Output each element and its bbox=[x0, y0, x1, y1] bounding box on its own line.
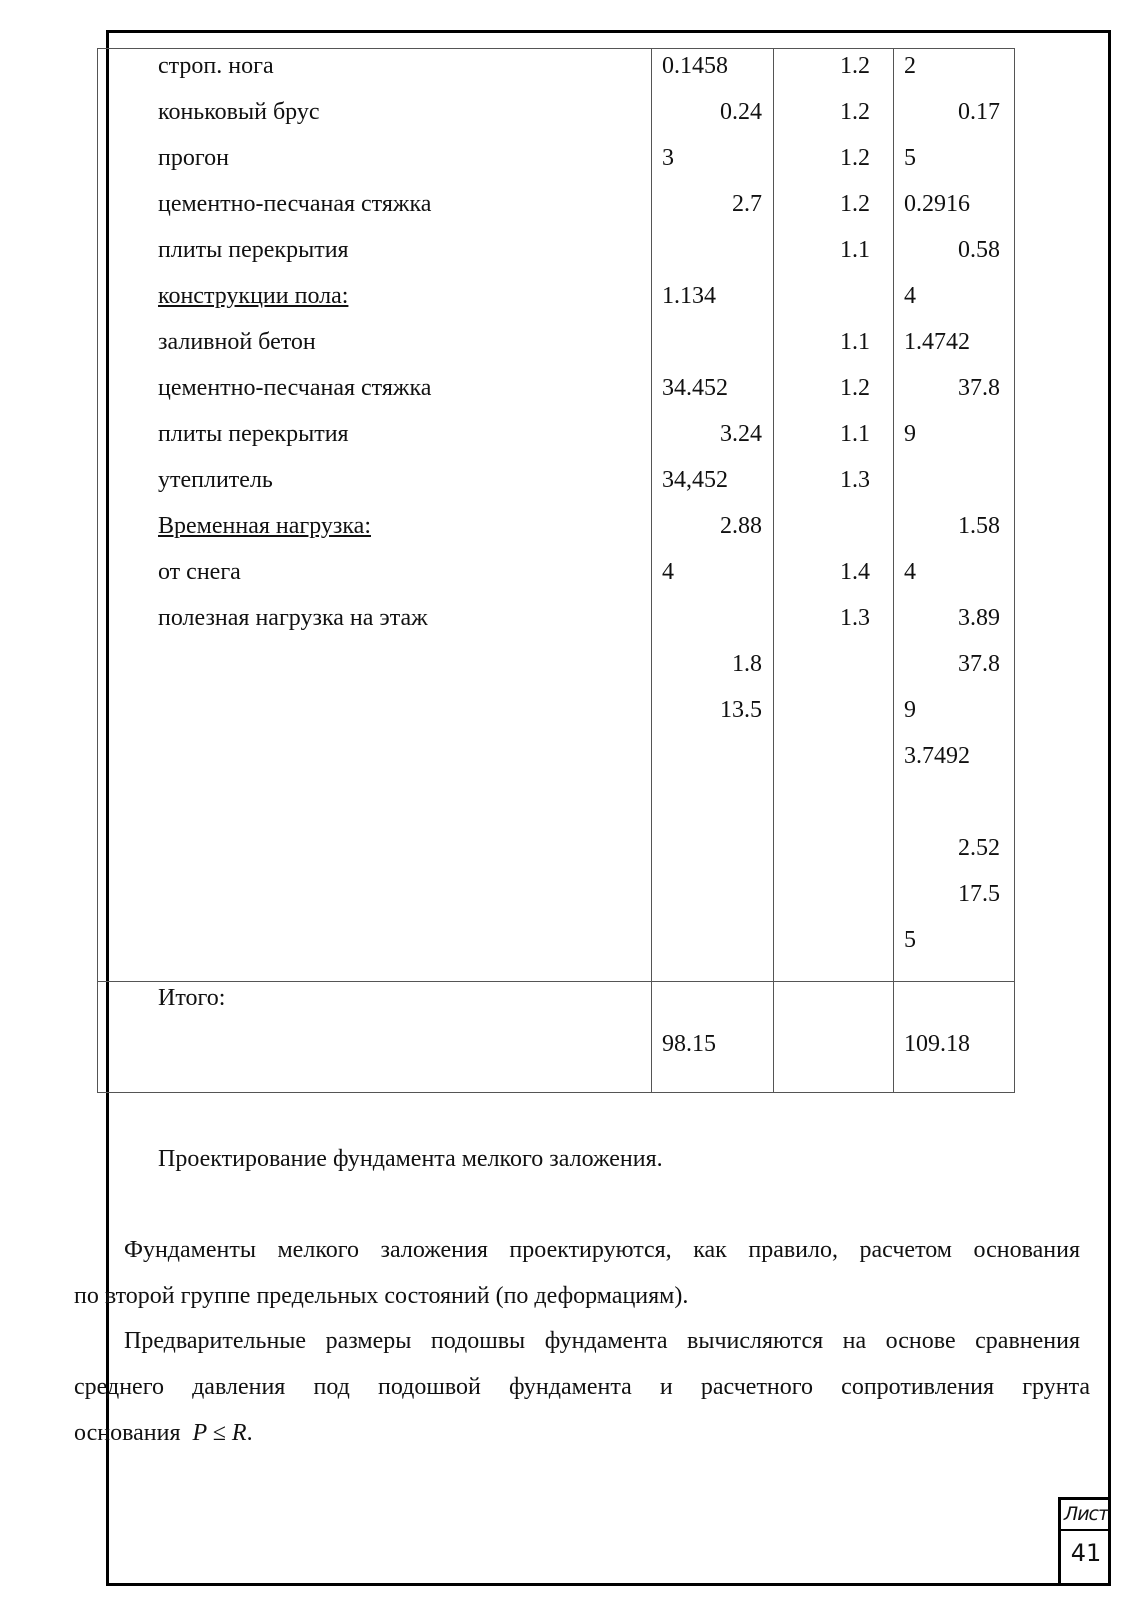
section-heading: Проектирование фундамента мелкого заложения. bbox=[158, 1146, 663, 1172]
table-cell-col1: 3 bbox=[662, 145, 674, 171]
paragraph-2-line-2: среднего давления под подошвой фундамента и расчетного сопротивления грунта bbox=[74, 1374, 1090, 1400]
table-border-bottom bbox=[97, 1092, 1015, 1093]
table-row-label: конструкции пола: bbox=[158, 283, 349, 309]
table-cell-col2: 1.2 bbox=[840, 375, 870, 401]
table-row-label: Временная нагрузка: bbox=[158, 513, 371, 539]
table-total-divider bbox=[97, 981, 1015, 982]
table-cell-col2: 1.2 bbox=[840, 191, 870, 217]
table-cell-col1: 3.24 bbox=[720, 421, 762, 447]
table-cell-col3: 4 bbox=[904, 559, 916, 585]
total-label: Итого: bbox=[158, 985, 226, 1011]
table-row-label: плиты перекрытия bbox=[158, 421, 349, 447]
table-cell-col1: 4 bbox=[662, 559, 674, 585]
table-cell-col1: 2.7 bbox=[732, 191, 762, 217]
table-cell-col3: 9 bbox=[904, 421, 916, 447]
table-cell-col1: 1.134 bbox=[662, 283, 716, 309]
table-cell-col3: 0.17 bbox=[958, 99, 1000, 125]
table-row-label: полезная нагрузка на этаж bbox=[158, 605, 428, 631]
total-value-col1: 98.15 bbox=[662, 1031, 716, 1057]
table-cell-col1: 1.8 bbox=[732, 651, 762, 677]
table-cell-col3: 0.2916 bbox=[904, 191, 970, 217]
table-cell-col2: 1.3 bbox=[840, 467, 870, 493]
table-cell-col2: 1.1 bbox=[840, 421, 870, 447]
table-border-col1 bbox=[651, 48, 652, 1092]
table-border-col2 bbox=[773, 48, 774, 1092]
table-cell-col1: 34.452 bbox=[662, 375, 728, 401]
paragraph-1-line-1: Фундаменты мелкого заложения проектируются, как правило, расчетом основания bbox=[124, 1237, 1080, 1263]
table-cell-col3: 1.4742 bbox=[904, 329, 970, 355]
table-cell-col3: 3.89 bbox=[958, 605, 1000, 631]
table-cell-col3: 1.58 bbox=[958, 513, 1000, 539]
paragraph-2-period: . bbox=[246, 1420, 253, 1446]
table-cell-col1: 0.24 bbox=[720, 99, 762, 125]
stamp-divider bbox=[1061, 1529, 1111, 1531]
table-row-label: плиты перекрытия bbox=[158, 237, 349, 263]
table-row-label: прогон bbox=[158, 145, 229, 171]
table-border-right bbox=[1014, 48, 1015, 1092]
table-cell-col3: 2 bbox=[904, 53, 916, 79]
table-cell-col3: 37.8 bbox=[958, 375, 1000, 401]
table-row-label: коньковый брус bbox=[158, 99, 320, 125]
table-row-label: строп. нога bbox=[158, 53, 274, 79]
table-cell-col1: 34,452 bbox=[662, 467, 728, 493]
table-cell-col2: 1.1 bbox=[840, 329, 870, 355]
table-cell-col3: 5 bbox=[904, 927, 916, 953]
paragraph-2-line-1: Предварительные размеры подошвы фундамента вычисляются на основе сравнения bbox=[124, 1328, 1080, 1354]
sheet-label: Лист bbox=[1063, 1503, 1109, 1525]
table-cell-col2: 1.1 bbox=[840, 237, 870, 263]
table-cell-col1: 0.1458 bbox=[662, 53, 728, 79]
paragraph-2-line-3-text: основания bbox=[74, 1420, 181, 1446]
table-cell-col3: 37.8 bbox=[958, 651, 1000, 677]
table-row-label: цементно-песчаная стяжка bbox=[158, 375, 432, 401]
table-cell-col3: 4 bbox=[904, 283, 916, 309]
table-border-left bbox=[97, 48, 98, 1092]
table-cell-col3: 2.52 bbox=[958, 835, 1000, 861]
table-cell-col2: 1.3 bbox=[840, 605, 870, 631]
table-cell-col2: 1.2 bbox=[840, 53, 870, 79]
table-cell-col2: 1.2 bbox=[840, 99, 870, 125]
table-row-label: от снега bbox=[158, 559, 241, 585]
table-row-label: цементно-песчаная стяжка bbox=[158, 191, 432, 217]
table-cell-col3: 0.58 bbox=[958, 237, 1000, 263]
table-cell-col2: 1.2 bbox=[840, 145, 870, 171]
sheet-stamp bbox=[1058, 1497, 1111, 1586]
table-border-top bbox=[97, 48, 1015, 49]
table-cell-col3: 5 bbox=[904, 145, 916, 171]
table-cell-col1: 13.5 bbox=[720, 697, 762, 723]
table-row-label: заливной бетон bbox=[158, 329, 316, 355]
table-cell-col1: 2.88 bbox=[720, 513, 762, 539]
sheet-number: 41 bbox=[1070, 1539, 1102, 1567]
total-value-col3: 109.18 bbox=[904, 1031, 970, 1057]
table-cell-col3: 3.7492 bbox=[904, 743, 970, 769]
table-cell-col3: 9 bbox=[904, 697, 916, 723]
inequality-formula: P ≤ R bbox=[192, 1420, 247, 1446]
paragraph-1-line-2: по второй группе предельных состояний (по деформациям). bbox=[74, 1283, 689, 1309]
table-row-label: утеплитель bbox=[158, 467, 273, 493]
table-cell-col2: 1.4 bbox=[840, 559, 870, 585]
paragraph-2-line-3 bbox=[74, 1418, 253, 1448]
table-cell-col3: 17.5 bbox=[958, 881, 1000, 907]
table-border-col3 bbox=[893, 48, 894, 1092]
